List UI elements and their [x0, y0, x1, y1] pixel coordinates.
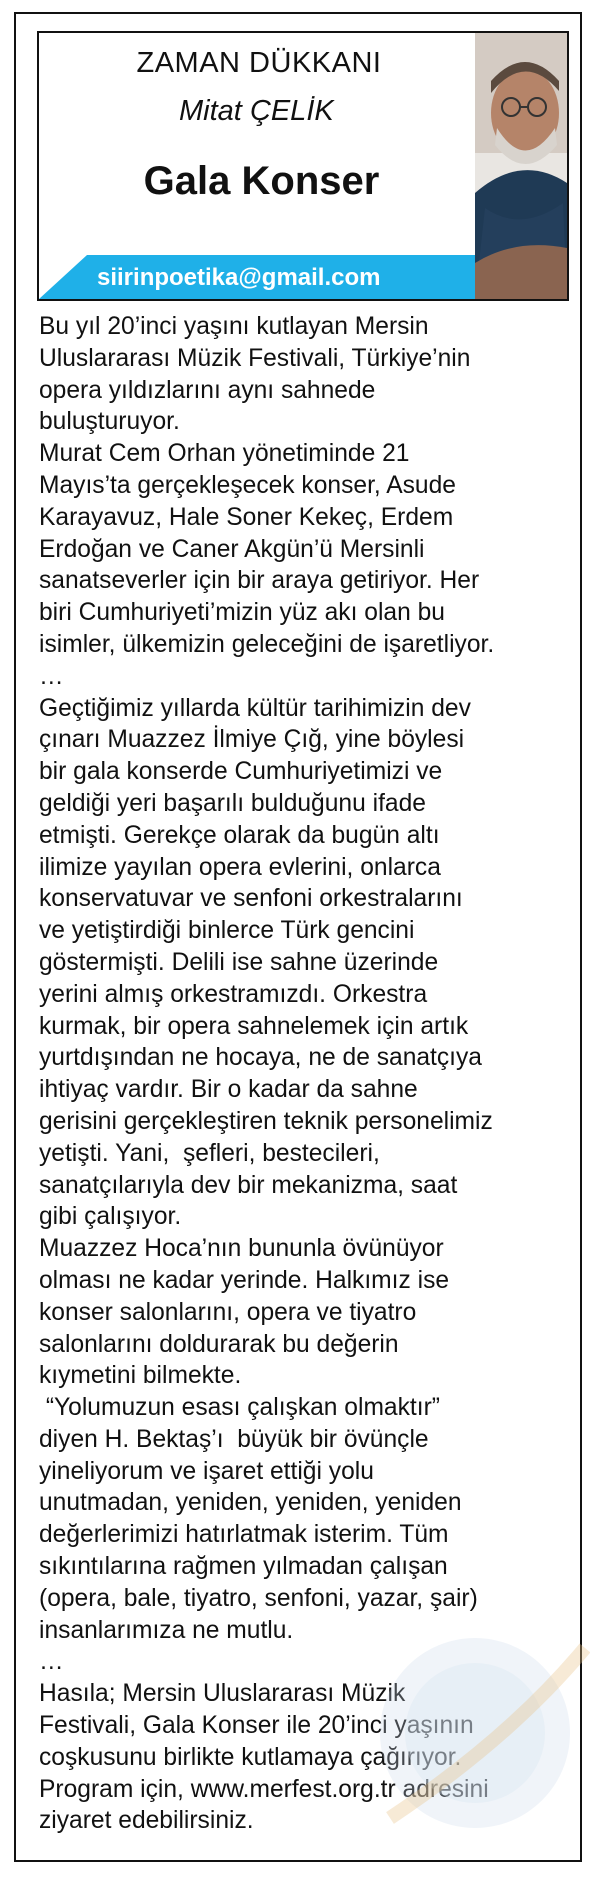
author-portrait: [475, 33, 567, 299]
article-line: etmişti. Gerekçe olarak da bugün altı: [39, 821, 440, 849]
article-line: yerini almış orkestramızdı. Orkestra: [39, 980, 428, 1008]
article-line: isimler, ülkemizin geleceğini de işaretliyor.: [39, 630, 495, 658]
article-line: opera yıldızlarını aynı sahnede: [39, 376, 376, 404]
article-line: konservatuvar ve senfoni orkestralarını: [39, 885, 463, 913]
article-line: insanlarımıza ne mutlu.: [39, 1616, 294, 1644]
author-name: Mitat ÇELİK: [179, 95, 334, 127]
article-line: Bu yıl 20’inci yaşını kutlayan Mersin: [39, 313, 429, 340]
article-line: …: [39, 1648, 64, 1676]
article-line: değerlerimizi hatırlatmak isterim. Tüm: [39, 1521, 449, 1549]
article-line: coşkusunu birlikte kutlamaya çağırıyor.: [39, 1743, 462, 1771]
article-line: çınarı Muazzez İlmiye Çığ, yine böylesi: [39, 726, 465, 754]
column-header: [37, 31, 569, 301]
article-line: Muazzez Hoca’nın bununla övünüyor: [39, 1235, 444, 1263]
article-line: ilimize yayılan opera evlerini, onlarca: [39, 853, 441, 881]
article-line: göstermişti. Delili ise sahne üzerinde: [39, 948, 439, 976]
article-line: sanatseverler için bir araya getiriyor. Her: [39, 567, 480, 595]
article-line: sanatçılarıyla dev bir mekanizma, saat: [39, 1171, 458, 1199]
article-line: unutmadan, yeniden, yeniden, yeniden: [39, 1489, 462, 1517]
article-line: kurmak, bir opera sahnelemek için artık: [39, 1012, 469, 1040]
article-line: Hasıla; Mersin Uluslararası Müzik: [39, 1680, 406, 1708]
column-name: ZAMAN DÜKKANI: [136, 47, 382, 79]
article-line: …: [39, 662, 64, 690]
article-line: gerisini gerçekleştiren teknik personelimiz: [39, 1107, 493, 1135]
article-line: Program için, www.merfest.org.tr adresini: [39, 1775, 489, 1803]
article-line: Murat Cem Orhan yönetiminde 21: [39, 440, 410, 468]
article-line: “Yolumuzun esası çalışkan olmaktır”: [39, 1394, 440, 1422]
article-line: (opera, bale, tiyatro, senfoni, yazar, şair): [39, 1584, 478, 1612]
article-line: buluşturuyor.: [39, 408, 180, 436]
article-line: diyen H. Bektaş’ı büyük bir övünçle: [39, 1425, 429, 1453]
author-email[interactable]: siirinpoetika@gmail.com: [97, 264, 381, 291]
article-line: yineliyorum ve işaret ettiği yolu: [39, 1457, 374, 1485]
article-line: Festivali, Gala Konser ile 20’inci yaşının: [39, 1712, 474, 1740]
article-line: biri Cumhuriyeti’mizin yüz akı olan bu: [39, 599, 445, 627]
article-line: Geçtiğimiz yıllarda kültür tarihimizin dev: [39, 694, 471, 722]
article-line: salonlarını doldurarak bu değerin: [39, 1330, 399, 1358]
article-line: ve yetiştirdiği binlerce Türk gencini: [39, 917, 415, 945]
article-line: bir gala konserde Cumhuriyetimizi ve: [39, 758, 443, 786]
article-line: olması ne kadar yerinde. Halkımız ise: [39, 1266, 450, 1294]
article-title: Gala Konser: [143, 159, 380, 203]
article-line: Uluslararası Müzik Festivali, Türkiye’nin: [39, 344, 471, 372]
article-line: gibi çalışıyor.: [39, 1203, 182, 1231]
article-line: sıkıntılarına rağmen yılmadan çalışan: [39, 1553, 448, 1581]
article-line: yetişti. Yani, şefleri, bestecileri,: [39, 1139, 380, 1167]
article-line: yurtdışından ne hocaya, ne de sanatçıya: [39, 1044, 482, 1072]
article-body: [39, 311, 569, 1837]
article-line: konser salonlarını, opera ve tiyatro: [39, 1298, 417, 1326]
article-line: kıymetini bilmekte.: [39, 1362, 242, 1390]
article-line: ziyaret edebilirsiniz.: [39, 1807, 254, 1835]
article-line: Karayavuz, Hale Soner Kekeç, Erdem: [39, 503, 454, 531]
article-line: geldiği yeri başarılı bulduğunu ifade: [39, 789, 426, 817]
watermark-logo: [360, 1618, 590, 1848]
article-line: ihtiyaç vardır. Bir o kadar da sahne: [39, 1076, 418, 1104]
article-line: Mayıs’ta gerçekleşecek konser, Asude: [39, 471, 456, 499]
article-line: Erdoğan ve Caner Akgün’ü Mersinli: [39, 535, 425, 563]
